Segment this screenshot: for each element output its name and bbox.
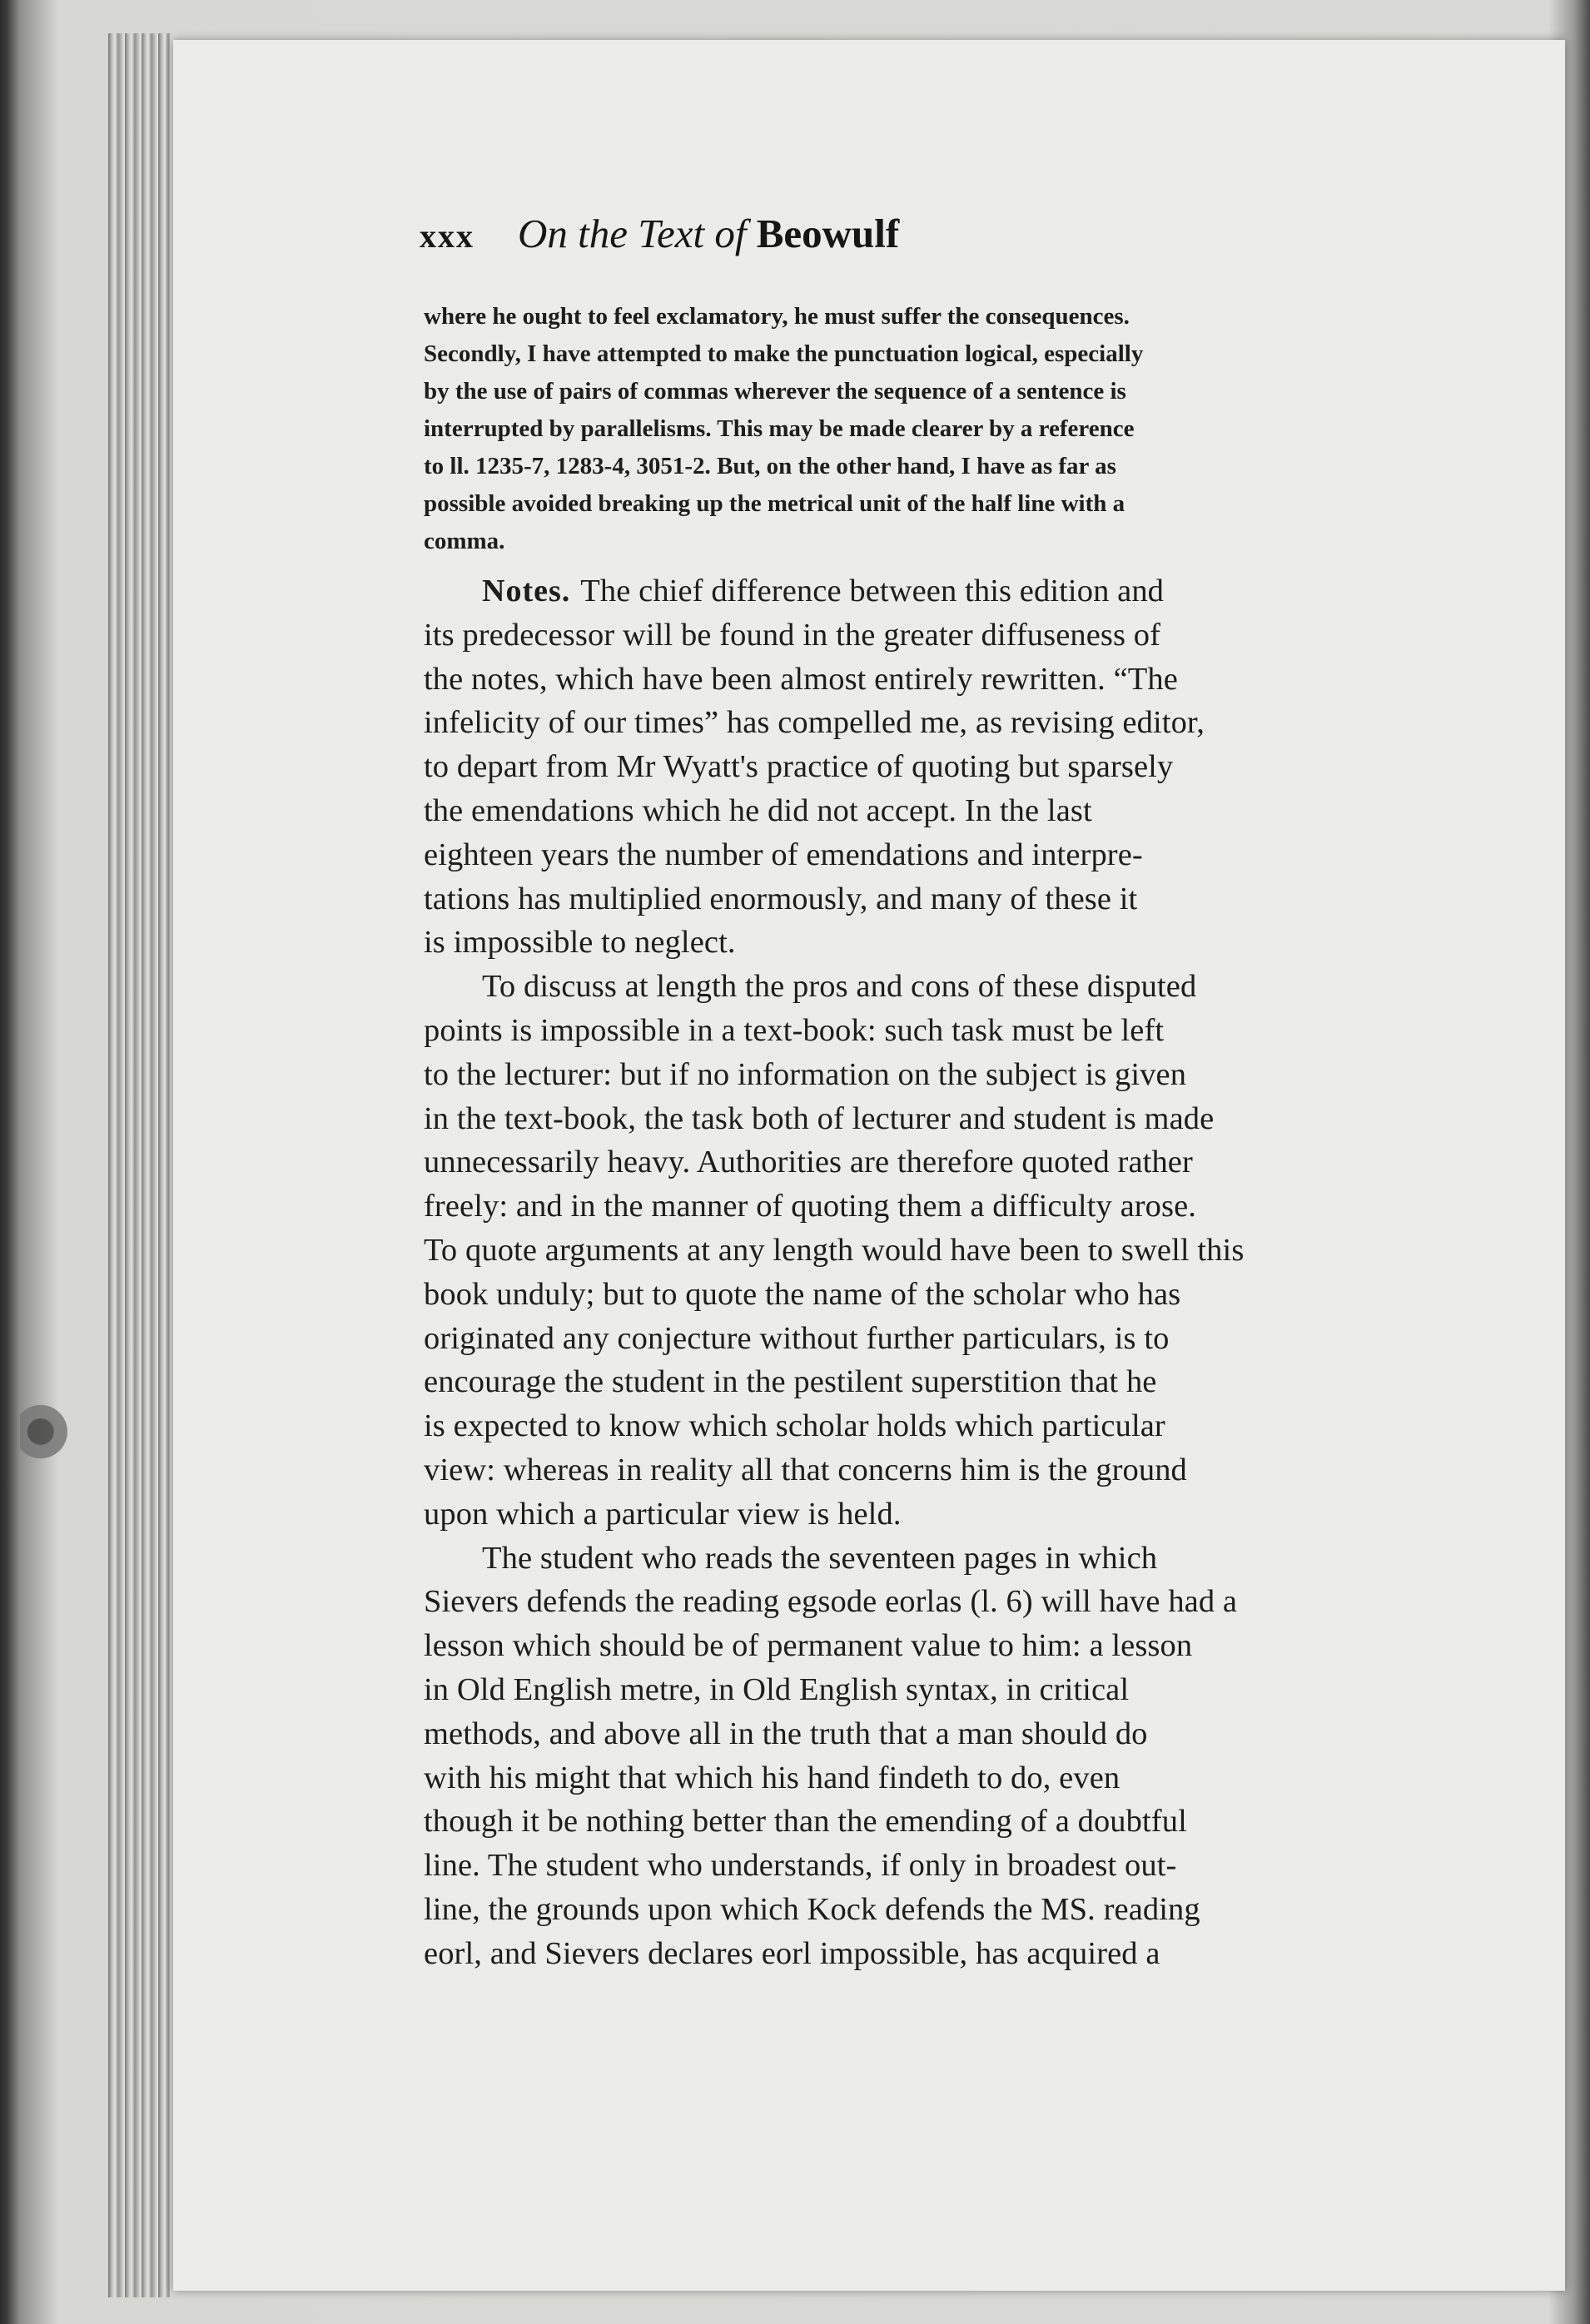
paragraph-line: encourage the student in the pestilent superstition that he — [424, 1364, 1157, 1400]
paragraph-line: upon which a particular view is held. — [424, 1496, 902, 1532]
intro-line: interrupted by parallelisms. This may be made clearer by a reference — [424, 415, 1135, 442]
paragraph-line: methods, and above all in the truth that a man should do — [424, 1716, 1148, 1751]
notes-line: the notes, which have been almost entirely rewritten. “The — [424, 661, 1178, 697]
intro-paragraph — [424, 298, 1375, 560]
paragraph-line: lesson which should be of permanent value to him: a lesson — [424, 1628, 1193, 1664]
notes-line: the emendations which he did not accept. In the last — [424, 792, 1092, 828]
intro-line: possible avoided breaking up the metrical unit of the half line with a — [424, 490, 1125, 517]
notes-first-line-text: The chief difference between this edition and — [580, 574, 1165, 608]
paragraph-line: book unduly; but to quote the name of the scholar who has — [424, 1276, 1181, 1312]
paragraph-line: freely: and in the manner of quoting them a difficulty arose. — [424, 1189, 1197, 1224]
paragraph-line: view: whereas in reality all that concerns him is the ground — [424, 1452, 1187, 1487]
paragraph-line: to the lecturer: but if no information on the subject is given — [424, 1056, 1187, 1092]
running-header — [420, 213, 1152, 271]
paragraph-line: The student who reads the seventeen pages in which — [482, 1540, 1158, 1576]
paragraph-line: To quote arguments at any length would have been to swell this — [424, 1232, 1245, 1268]
notes-first-line — [424, 569, 1375, 613]
paragraph-line: though it be nothing better than the emending of a doubtful — [424, 1804, 1187, 1840]
paragraph-line: in Old English metre, in Old English syntax, in critical — [424, 1671, 1130, 1707]
paragraph-line: points is impossible in a text-book: such task must be left — [424, 1012, 1165, 1048]
paragraph-line: in the text-book, the task both of lecturer and student is made — [424, 1100, 1215, 1136]
intro-line: comma. — [424, 528, 505, 554]
paragraph-line: line, the grounds upon which Kock defends the MS. reading — [424, 1891, 1200, 1927]
notes-line: infelicity of our times” has compelled me, as revising editor, — [424, 705, 1205, 741]
title-prefix: On the Text of — [518, 211, 747, 256]
paragraph-line: Sievers defends the reading egsode eorlas (l. 6) will have had a — [424, 1584, 1238, 1620]
page-number: xxx — [420, 217, 475, 255]
notes-line: tations has multiplied enormously, and many of these it — [424, 881, 1138, 916]
notes-heading: Notes. — [482, 574, 571, 608]
notes-line: is impossible to neglect. — [424, 925, 736, 961]
paragraph-line: is expected to know which scholar holds which particular — [424, 1408, 1165, 1444]
running-title — [518, 213, 899, 254]
intro-line: by the use of pairs of commas wherever the sequence of a sentence is — [424, 378, 1126, 405]
paragraph-line: unnecessarily heavy. Authorities are therefore quoted rather — [424, 1145, 1193, 1180]
paragraph-line: line. The student who understands, if only in broadest out- — [424, 1848, 1177, 1884]
notes-line: to depart from Mr Wyatt's practice of quoting but sparsely — [424, 749, 1174, 785]
notes-line: eighteen years the number of emendations and interpre- — [424, 837, 1143, 872]
intro-line: to ll. 1235-7, 1283-4, 3051-2. But, on the other hand, I have as far as — [424, 453, 1116, 479]
paragraph-line: with his might that which his hand findeth to do, even — [424, 1760, 1120, 1795]
intro-line: where he ought to feel exclamatory, he must suffer the consequences. — [424, 303, 1130, 330]
notes-line: its predecessor will be found in the greater diffuseness of — [424, 617, 1161, 653]
paragraph-line: originated any conjecture without further particulars, is to — [424, 1320, 1170, 1356]
notes-section — [424, 569, 1375, 1976]
paragraph-line: To discuss at length the pros and cons of these disputed — [482, 969, 1197, 1005]
paragraph-line: eorl, and Sievers declares eorl impossible, has acquired a — [424, 1935, 1160, 1971]
scan-smudge — [20, 1398, 72, 1482]
title-word: Beowulf — [756, 211, 900, 256]
intro-line: Secondly, I have attempted to make the punctuation logical, especially — [424, 340, 1144, 367]
book-binding-edge — [108, 33, 170, 2297]
